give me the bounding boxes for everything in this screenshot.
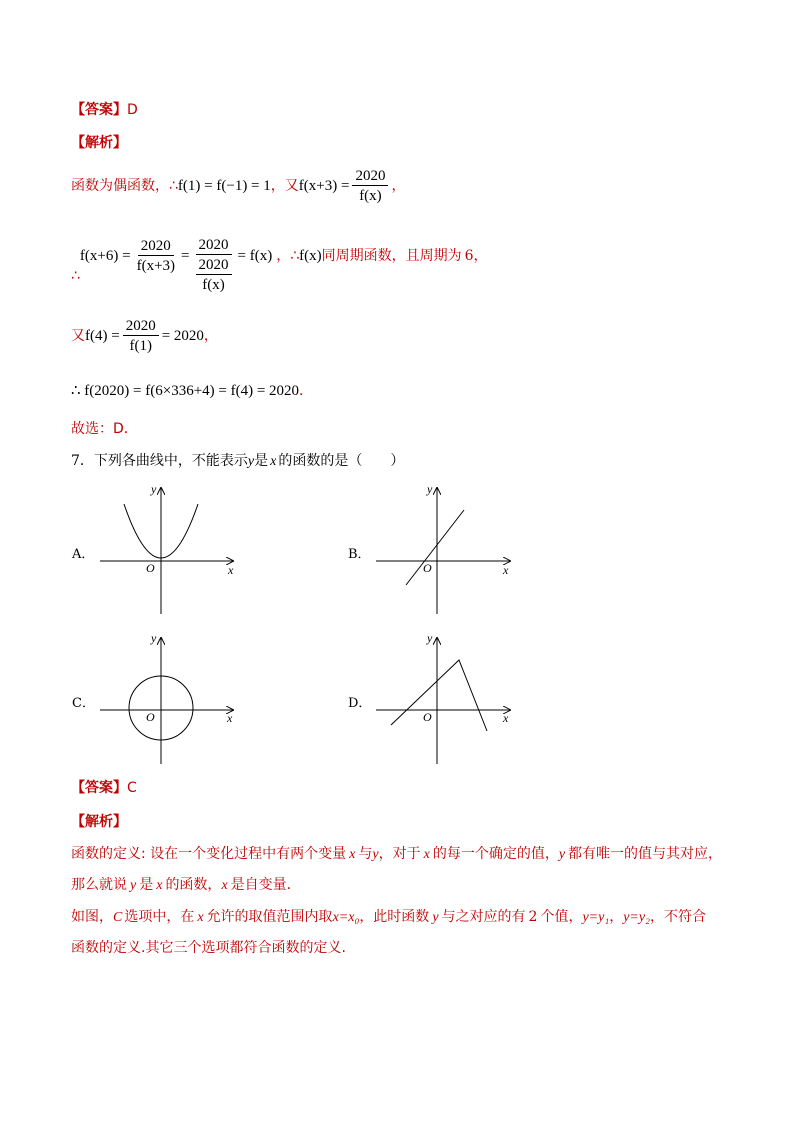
line3-fraction bbox=[123, 318, 159, 354]
line2-text: 同周期函数，且周期为 bbox=[321, 248, 462, 264]
line2-fraction-1-den: f(x+3) bbox=[136, 258, 176, 274]
line3-rhs: = 2020 bbox=[161, 328, 204, 344]
exp1-x: x bbox=[197, 910, 204, 925]
graph-d-origin: O bbox=[423, 710, 432, 724]
definition-line-2 bbox=[71, 876, 301, 895]
exp1-e: 与之对应的有 bbox=[441, 909, 526, 925]
def2-b: 是 bbox=[139, 877, 154, 893]
def1-a: 函数的定义: 设在一个变化过程中有两个变量 bbox=[71, 846, 347, 862]
line2-fraction-2-inner-den: f(x) bbox=[202, 277, 225, 293]
exp1-h: ，不符合 bbox=[649, 909, 706, 925]
graph-b-y-label: y bbox=[427, 482, 433, 496]
def1-y2: y bbox=[558, 847, 566, 862]
analysis-label-1: 【解析】 bbox=[71, 135, 127, 151]
answer-line-2 bbox=[71, 779, 137, 797]
line1-mid: ，又 bbox=[270, 178, 299, 194]
graph-b-line bbox=[406, 510, 464, 585]
line2-period: 6 bbox=[464, 248, 474, 264]
line2-fraction-2-num: 2020 bbox=[196, 237, 232, 255]
option-c-label: C． bbox=[72, 696, 95, 711]
def1-b: 与 bbox=[358, 846, 373, 862]
exp1-f: 个值， bbox=[540, 909, 583, 925]
exp1-x0: x=x₀ bbox=[332, 910, 360, 925]
answer-2-value: C bbox=[127, 780, 137, 796]
exp1-two: 2 bbox=[528, 909, 538, 925]
line1-fraction-den: f(x) bbox=[359, 188, 382, 204]
def1-c: ，对于 bbox=[378, 846, 421, 862]
graph-c-origin: O bbox=[146, 710, 155, 724]
line3-fraction-den: f(1) bbox=[129, 338, 152, 354]
exp1-d: ，此时函数 bbox=[359, 909, 430, 925]
option-d-label: D． bbox=[348, 696, 372, 711]
exp1-y2: y=y₂ bbox=[623, 910, 650, 925]
def1-y: y bbox=[372, 847, 379, 862]
def2-y: y bbox=[130, 878, 137, 893]
line1-fraction-num: 2020 bbox=[352, 168, 388, 186]
graph-a-origin: O bbox=[146, 561, 155, 575]
question-var-x: x bbox=[270, 454, 277, 469]
question-7 bbox=[71, 452, 404, 471]
graph-d-y-label: y bbox=[427, 631, 433, 645]
line2-fraction-2-inner-num: 2020 bbox=[196, 257, 232, 275]
graph-b-origin: O bbox=[423, 561, 432, 575]
question-var-y: y bbox=[247, 454, 255, 469]
graph-c-y-label: y bbox=[151, 631, 157, 645]
answer-line-1 bbox=[71, 101, 138, 119]
line1-prefix: 函数为偶函数，∴ bbox=[71, 178, 178, 194]
analysis-line-1 bbox=[71, 168, 405, 204]
line2-rhs: = f(x) bbox=[237, 248, 273, 264]
line3-prefix: 又 bbox=[71, 328, 85, 344]
line2-suffix: ，∴ bbox=[276, 248, 300, 264]
analysis-line-4 bbox=[71, 382, 313, 400]
def1-x: x bbox=[349, 847, 356, 862]
line4-text: ∴ f(2020) = f(6×336+4) = f(4) = 2020 bbox=[71, 383, 300, 399]
line3-tail: ， bbox=[203, 328, 218, 344]
option-a-label: A． bbox=[72, 547, 95, 562]
graph-a-x-label: x bbox=[228, 563, 234, 577]
line4-tail: ． bbox=[299, 383, 314, 399]
answer-value: D bbox=[127, 102, 138, 118]
line3-lhs: f(4) = bbox=[85, 328, 120, 344]
graph-d-curve bbox=[391, 660, 487, 731]
line2-fraction-2 bbox=[193, 237, 235, 293]
graph-c bbox=[100, 631, 233, 764]
answer-2-label: 【答案】 bbox=[71, 780, 127, 796]
option-graphs bbox=[0, 470, 794, 780]
graph-a bbox=[100, 482, 234, 614]
exp1-y: y bbox=[432, 910, 439, 925]
question-text-c: 的函数的是（ ） bbox=[278, 453, 405, 469]
def2-x2: x bbox=[221, 878, 228, 893]
exp1-g: ， bbox=[609, 909, 624, 925]
graph-d bbox=[376, 631, 510, 764]
line2-tail: ， bbox=[473, 248, 488, 264]
graph-d-x-label: x bbox=[503, 711, 509, 725]
definition-line-1 bbox=[71, 845, 722, 864]
def1-x2: x bbox=[423, 847, 430, 862]
line2-fx: f(x) bbox=[299, 248, 322, 264]
option-b-label: B． bbox=[348, 547, 371, 562]
question-number: 7． bbox=[71, 453, 94, 469]
def2-x: x bbox=[156, 878, 163, 893]
line1-tail: ， bbox=[391, 178, 406, 194]
exp1-c: 允许的取值范围内取 bbox=[206, 909, 333, 925]
def2-d: 是自变量． bbox=[230, 877, 301, 893]
line2-eq: = bbox=[181, 248, 190, 264]
exp1-a: 如图， bbox=[71, 909, 113, 925]
def1-e: 都有唯一的值与其对应， bbox=[568, 846, 723, 862]
graph-b bbox=[376, 482, 510, 614]
question-text-b: 是 bbox=[254, 453, 269, 469]
def1-d: 的每一个确定的值， bbox=[432, 846, 559, 862]
line1-eq1: f(1) = f(−1) = 1 bbox=[177, 178, 271, 194]
graph-a-y-label: y bbox=[151, 482, 157, 496]
line1-eq2: f(x+3) = bbox=[298, 178, 350, 194]
graph-b-x-label: x bbox=[503, 563, 509, 577]
line2-fraction-1 bbox=[134, 238, 178, 274]
analysis-line-3 bbox=[71, 318, 218, 354]
conclusion: 故选：D． bbox=[71, 421, 138, 437]
analysis-label-2: 【解析】 bbox=[71, 814, 127, 830]
line1-fraction bbox=[352, 168, 388, 204]
analysis-line-2 bbox=[71, 234, 488, 293]
exp1-y1: y=y₁ bbox=[582, 910, 610, 925]
line2-prefix: ∴ bbox=[71, 268, 80, 284]
line2-fraction-2-den bbox=[193, 255, 235, 293]
def2-c: 的函数， bbox=[165, 877, 222, 893]
answer-label: 【答案】 bbox=[71, 102, 127, 118]
explanation-line-1 bbox=[71, 908, 706, 927]
line2-fraction-1-num: 2020 bbox=[138, 238, 174, 256]
question-text-a: 下列各曲线中，不能表示 bbox=[93, 453, 248, 469]
line2-lhs: f(x+6) = bbox=[79, 248, 131, 264]
explanation-line-2: 函数的定义.其它三个选项都符合函数的定义. bbox=[71, 940, 346, 956]
graph-c-x-label: x bbox=[227, 711, 233, 725]
exp1-b: 选项中，在 bbox=[124, 909, 195, 925]
line3-fraction-num: 2020 bbox=[123, 318, 159, 336]
exp1-c-option: C bbox=[113, 910, 123, 925]
def2-a: 那么就说 bbox=[71, 877, 127, 893]
